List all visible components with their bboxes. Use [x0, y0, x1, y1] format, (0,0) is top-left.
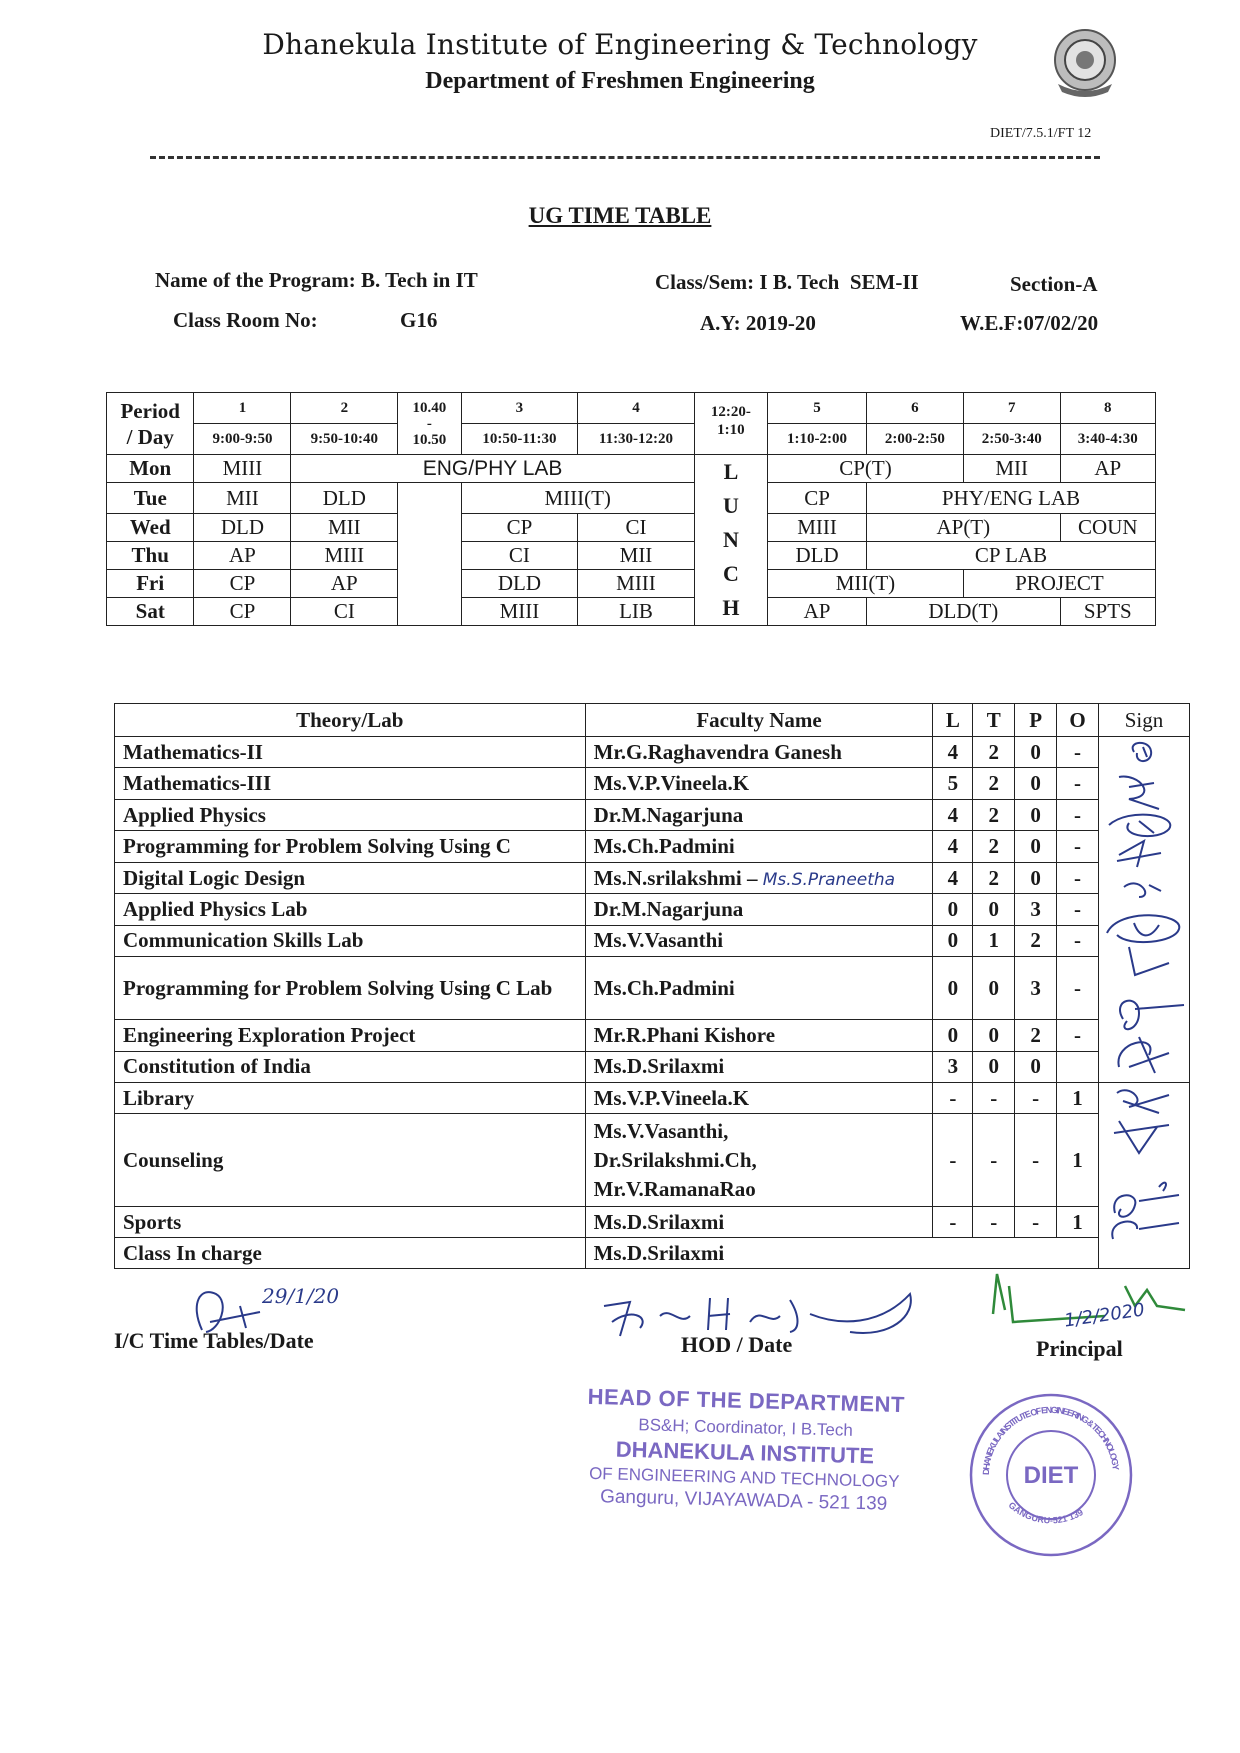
- o-value: [1057, 1051, 1099, 1082]
- p-value: 0: [1015, 768, 1057, 799]
- l-value: 0: [933, 894, 973, 925]
- period-number: 5: [768, 393, 867, 424]
- slot: CI: [461, 542, 578, 570]
- o-value: -: [1057, 894, 1099, 925]
- slot: MII(T): [768, 570, 964, 598]
- slot: PROJECT: [963, 570, 1155, 598]
- lunch-cell: [694, 455, 767, 626]
- day-label: Thu: [107, 542, 194, 570]
- lunch-time-start: 12:20-: [710, 404, 751, 420]
- subject: Constitution of India: [115, 1051, 586, 1082]
- t-value: 2: [973, 862, 1015, 893]
- subject: Sports: [115, 1207, 586, 1238]
- day-label: Wed: [107, 514, 194, 542]
- l-value: 5: [933, 768, 973, 799]
- room-label: Class Room No:: [173, 308, 318, 332]
- faculty-name: Ms.V.P.Vineela.K: [585, 1083, 933, 1114]
- period-time: 2:00-2:50: [867, 424, 964, 455]
- class-sem: Class/Sem: I B. Tech SEM-II: [655, 270, 919, 294]
- period-number: 4: [578, 393, 695, 424]
- subject: Digital Logic Design: [115, 862, 586, 893]
- slot: AP: [1060, 455, 1155, 483]
- faculty-name: Ms.D.Srilaxmi: [585, 1051, 933, 1082]
- lunch-letter: C: [722, 561, 739, 586]
- principal-signature-label: Principal: [1036, 1336, 1123, 1361]
- subject: Mathematics-II: [115, 737, 586, 768]
- header-o: O: [1057, 704, 1099, 737]
- slot: CP: [194, 598, 291, 626]
- p-value: 0: [1015, 862, 1057, 893]
- o-value: 1: [1057, 1114, 1099, 1207]
- slot: MIII(T): [461, 483, 694, 514]
- faculty-name: Ms.D.Srilaxmi: [585, 1238, 1098, 1269]
- t-value: 2: [973, 799, 1015, 830]
- slot: CP(T): [768, 455, 964, 483]
- break-end: 10.50: [412, 431, 447, 448]
- p-value: 2: [1015, 925, 1057, 956]
- college-crest-logo: [1048, 24, 1122, 98]
- document-reference: DIET/7.5.1/FT 12: [990, 126, 1092, 141]
- stamp-line: Ganguru, VIJAYAWADA - 521 139: [599, 1486, 888, 1515]
- slot: MIII: [768, 514, 867, 542]
- p-value: -: [1015, 1083, 1057, 1114]
- hod-signature-label: HOD / Date: [681, 1332, 793, 1357]
- l-value: 3: [933, 1051, 973, 1082]
- slot: MII: [291, 514, 398, 542]
- lunch-time-end: 1:10: [717, 422, 745, 438]
- table-row: [115, 799, 1190, 830]
- faculty-name: Ms.Ch.Padmini: [585, 831, 933, 862]
- institute-name: Dhanekula Institute of Engineering & Technology: [262, 28, 978, 61]
- o-value: -: [1057, 768, 1099, 799]
- period-number: 1: [194, 393, 291, 424]
- table-row: [115, 1020, 1190, 1051]
- faculty-name: Ms.Ch.Padmini: [585, 957, 933, 1020]
- faculty-name: Mr.R.Phani Kishore: [585, 1020, 933, 1051]
- slot: MII: [194, 483, 291, 514]
- lunch-letter: L: [723, 459, 739, 484]
- period-number: 7: [963, 393, 1060, 424]
- table-row: [115, 1207, 1190, 1238]
- slot: CP: [461, 514, 578, 542]
- period-time: 1:10-2:00: [768, 424, 867, 455]
- p-value: -: [1015, 1114, 1057, 1207]
- subject: Class In charge: [115, 1238, 586, 1269]
- faculty-name: Ms.V.Vasanthi: [585, 925, 933, 956]
- t-value: 0: [973, 894, 1015, 925]
- o-value: -: [1057, 799, 1099, 830]
- l-value: 0: [933, 957, 973, 1020]
- subject: Communication Skills Lab: [115, 925, 586, 956]
- dashed-divider: [150, 156, 1100, 159]
- l-value: 0: [933, 925, 973, 956]
- o-value: -: [1057, 862, 1099, 893]
- o-value: 1: [1057, 1083, 1099, 1114]
- corner-top: Period: [120, 398, 180, 423]
- institute-seal: [966, 1390, 1136, 1560]
- t-value: 1: [973, 925, 1015, 956]
- period-time: 9:00-9:50: [194, 424, 291, 455]
- t-value: 2: [973, 831, 1015, 862]
- seal-ring-text: DHANEKULA INSTITUTE OF ENGINEERING & TECHNOLOGY: [980, 1404, 1121, 1476]
- table-row: [115, 925, 1190, 956]
- seal-center-text: DIET: [1023, 1462, 1079, 1489]
- day-label: Fri: [107, 570, 194, 598]
- slot: CP: [194, 570, 291, 598]
- l-value: -: [933, 1083, 973, 1114]
- l-value: -: [933, 1114, 973, 1207]
- faculty-name: Ms.D.Srilaxmi: [585, 1207, 933, 1238]
- subject: Engineering Exploration Project: [115, 1020, 586, 1051]
- slot: LIB: [578, 598, 695, 626]
- p-value: 2: [1015, 1020, 1057, 1051]
- subject: Mathematics-III: [115, 768, 586, 799]
- o-value: -: [1057, 831, 1099, 862]
- p-value: 0: [1015, 1051, 1057, 1082]
- t-value: 0: [973, 957, 1015, 1020]
- table-row: [115, 894, 1190, 925]
- slot: MIII: [461, 598, 578, 626]
- day-label: Mon: [107, 455, 194, 483]
- faculty-name: Dr.Srilakshmi.Ch,: [593, 1147, 757, 1172]
- seal-bottom-path: GANGURU-521 139: [1006, 1499, 1085, 1526]
- table-row: [115, 957, 1190, 1020]
- p-value: 0: [1015, 799, 1057, 830]
- slot: MII: [963, 455, 1060, 483]
- t-value: 0: [973, 1051, 1015, 1082]
- faculty-name-cell: [585, 862, 933, 893]
- header-l: L: [933, 704, 973, 737]
- p-value: 3: [1015, 894, 1057, 925]
- room-value: G16: [400, 308, 438, 332]
- slot: MIII: [291, 542, 398, 570]
- stamp-line: DHANEKULA INSTITUTE: [615, 1436, 875, 1469]
- p-value: 0: [1015, 737, 1057, 768]
- t-value: -: [973, 1083, 1015, 1114]
- stamp-line: OF ENGINEERING AND TECHNOLOGY: [588, 1463, 900, 1492]
- faculty-table: [114, 703, 1190, 1269]
- t-value: -: [973, 1114, 1015, 1207]
- header-t: T: [973, 704, 1015, 737]
- table-row: [115, 1083, 1190, 1114]
- slot-lab: CP LAB: [867, 542, 1156, 570]
- slot: AP: [768, 598, 867, 626]
- slot: DLD: [461, 570, 578, 598]
- table-row: [115, 737, 1190, 768]
- faculty-name: Ms.N.srilakshmi –: [593, 865, 758, 890]
- period-number: 3: [461, 393, 578, 424]
- o-value: -: [1057, 925, 1099, 956]
- subject: Applied Physics: [115, 799, 586, 830]
- period-time: 10:50-11:30: [461, 424, 578, 455]
- table-row: [115, 831, 1190, 862]
- o-value: -: [1057, 737, 1099, 768]
- ic-signature-label: I/C Time Tables/Date: [114, 1328, 314, 1353]
- slot-lab: ENG/PHY LAB: [291, 455, 694, 483]
- o-value: -: [1057, 1020, 1099, 1051]
- stamp-line: BS&H; Coordinator, I B.Tech: [638, 1415, 854, 1440]
- period-time: 3:40-4:30: [1060, 424, 1155, 455]
- l-value: 4: [933, 737, 973, 768]
- table-row: [115, 1238, 1190, 1269]
- table-row: [115, 1051, 1190, 1082]
- subject: Library: [115, 1083, 586, 1114]
- day-label: Tue: [107, 483, 194, 514]
- table-row: [115, 862, 1190, 893]
- faculty-name: Ms.V.Vasanthi,: [593, 1118, 729, 1143]
- faculty-name: Mr.V.RamanaRao: [593, 1176, 756, 1201]
- page-title: UG TIME TABLE: [528, 203, 712, 228]
- subject: Programming for Problem Solving Using C Lab: [115, 957, 586, 1020]
- period-number: 6: [867, 393, 964, 424]
- period-number: 2: [291, 393, 398, 424]
- p-value: -: [1015, 1207, 1057, 1238]
- slot: DLD: [194, 514, 291, 542]
- department-name: Department of Freshmen Engineering: [425, 68, 815, 94]
- slot-lab: PHY/ENG LAB: [867, 483, 1156, 514]
- faculty-name-cell: [585, 1114, 933, 1207]
- faculty-name: Mr.G.Raghavendra Ganesh: [585, 737, 933, 768]
- t-value: -: [973, 1207, 1015, 1238]
- slot: MIII: [578, 570, 695, 598]
- break-column-empty: [398, 483, 461, 626]
- principal-date: 1/2/2020: [1062, 1299, 1146, 1332]
- slot: AP: [194, 542, 291, 570]
- slot: MIII: [194, 455, 291, 483]
- faculty-name: Ms.V.P.Vineela.K: [585, 768, 933, 799]
- o-value: 1: [1057, 1207, 1099, 1238]
- header-p: P: [1015, 704, 1057, 737]
- slot: SPTS: [1060, 598, 1155, 626]
- lunch-letter: N: [722, 527, 739, 552]
- slot: DLD: [768, 542, 867, 570]
- table-row: [115, 1114, 1190, 1207]
- lunch-letter: H: [722, 595, 740, 620]
- break-start: 10.40: [412, 399, 447, 416]
- lunch-time-cell: [694, 393, 767, 455]
- slot: COUN: [1060, 514, 1155, 542]
- ic-date: 29/1/20: [262, 1284, 340, 1308]
- sign-column-lower: [1098, 1083, 1189, 1269]
- time-table: [106, 392, 1156, 626]
- slot: CI: [578, 514, 695, 542]
- l-value: 4: [933, 799, 973, 830]
- period-number: 8: [1060, 393, 1155, 424]
- sign-column: [1098, 737, 1189, 1083]
- p-value: 3: [1015, 957, 1057, 1020]
- corner-bottom: / Day: [126, 424, 174, 449]
- subject: Counseling: [115, 1114, 586, 1207]
- break-dash: -: [426, 415, 432, 432]
- slot: AP: [291, 570, 398, 598]
- subject: Applied Physics Lab: [115, 894, 586, 925]
- subject: Programming for Problem Solving Using C: [115, 831, 586, 862]
- day-label: Sat: [107, 598, 194, 626]
- handwritten-faculty-note: Ms.S.Praneetha: [762, 869, 896, 890]
- header-faculty: Faculty Name: [585, 704, 933, 737]
- header-sign: Sign: [1098, 704, 1189, 737]
- slot: CP: [768, 483, 867, 514]
- l-value: -: [933, 1207, 973, 1238]
- handwritten-signatures-icon: [1099, 1083, 1189, 1243]
- corner-cell: [107, 393, 194, 455]
- l-value: 4: [933, 831, 973, 862]
- faculty-name: Dr.M.Nagarjuna: [585, 894, 933, 925]
- section: Section-A: [1010, 272, 1098, 296]
- p-value: 0: [1015, 831, 1057, 862]
- o-value: -: [1057, 957, 1099, 1020]
- period-time: 9:50-10:40: [291, 424, 398, 455]
- slot: DLD: [291, 483, 398, 514]
- l-value: 4: [933, 862, 973, 893]
- slot: AP(T): [867, 514, 1061, 542]
- t-value: 2: [973, 768, 1015, 799]
- slot: CI: [291, 598, 398, 626]
- t-value: 2: [973, 737, 1015, 768]
- lunch-letter: U: [722, 493, 739, 518]
- table-row: [115, 768, 1190, 799]
- t-value: 0: [973, 1020, 1015, 1051]
- academic-year: A.Y: 2019-20: [700, 311, 816, 335]
- wef-date: W.E.F:07/02/20: [960, 311, 1099, 335]
- stamp-line: HEAD OF THE DEPARTMENT: [587, 1383, 906, 1418]
- program-name: Name of the Program: B. Tech in IT: [155, 268, 478, 292]
- slot: DLD(T): [867, 598, 1061, 626]
- period-time: 2:50-3:40: [963, 424, 1060, 455]
- header-subject: Theory/Lab: [115, 704, 586, 737]
- department-stamp: [563, 1383, 926, 1516]
- faculty-name: Dr.M.Nagarjuna: [585, 799, 933, 830]
- period-time: 11:30-12:20: [578, 424, 695, 455]
- l-value: 0: [933, 1020, 973, 1051]
- handwritten-signatures-icon: [1099, 737, 1189, 1082]
- slot: MII: [578, 542, 695, 570]
- break-cell: [398, 393, 461, 455]
